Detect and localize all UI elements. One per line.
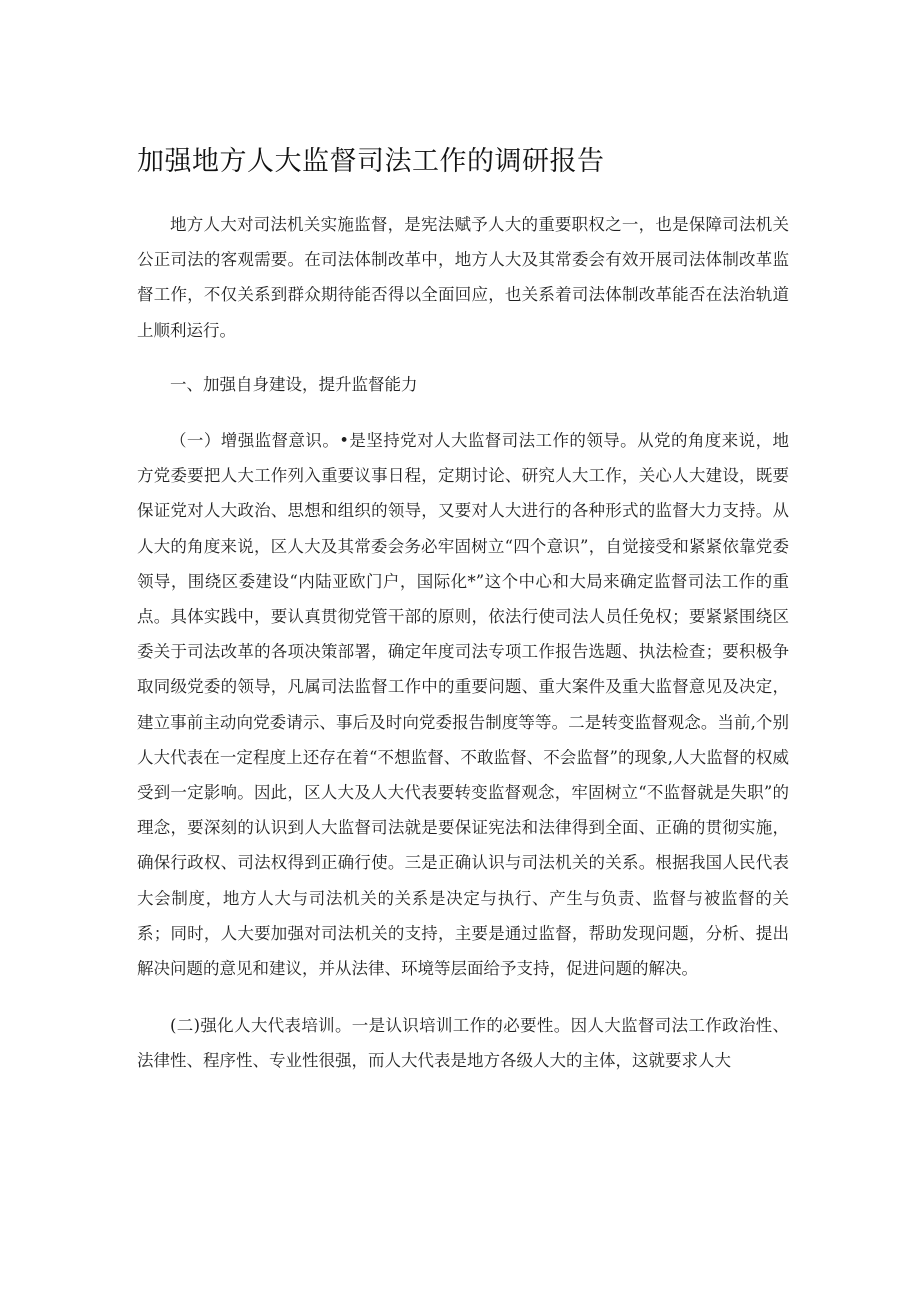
intro-paragraph: 地方人大对司法机关实施监督，是宪法赋予人大的重要职权之一，也是保障司法机关公正司法的客观需要。在司法体制改革中，地方人大及其常委会有效开展司法体制改革监督工作，不仅关系到群众期待能否得以全面回应，也关系着司法体制改革能否在法治轨道上顺利运行。 — [137, 215, 789, 340]
document-title: 加强地方人大监督司法工作的调研报告 — [137, 146, 605, 177]
section-paragraph: (二)强化人大代表培训。一是认识培训工作的必要性。因人大监督司法工作政治性、法律性、程序性、专业性很强，而人大代表是地方各级人大的主体，这就要求人大 — [137, 1016, 789, 1071]
section-heading: 一、加强自身建设，提升监督能力 — [170, 374, 418, 394]
document-body — [137, 207, 789, 1079]
paragraph-spacer — [137, 348, 789, 367]
paragraph-spacer — [137, 986, 789, 1008]
section-paragraph: （一）增强监督意识。•是坚持党对人大监督司法工作的领导。从党的角度来说，地方党委要把人大工作列入重要议事日程，定期讨论、研究人大工作，关心人大建设，既要保证党对人大政治、思想和组织的领导，又要对人大进行的各种形式的监督大力支持。从人大的角度来说，区人大及其常委会务必牢固树立“四个意识”，自觉接受和紧紧依靠党委领导，围绕区委建设“内陆亚欧门户，国际化*”这个中心和大局来确定监督司法工作的重点。具体实践中，要认真贯彻党管干部的原则，依法行使司法人员任免权；要紧紧围绕区委关于司法改革的各项决策部署，确定年度司法专项工作报告选题、执法检查；要积极争取同级党委的领导，凡属司法监督工作中的重要问题、重大案件及重大监督意见及决定，建立事前主动向党委请示、事后及时向党委报告制度等等。二是转变监督观念。当前,个别人大代表在一定程度上还存在着“不想监督、不敢监督、不会监督”的现象,人大监督的权威受到一定影响。因此，区人大及人大代表要转变监督观念，牢固树立“不监督就是失职”的理念，要深刻的认识到人大监督司法就是要保证宪法和法律得到全面、正确的贯彻实施，确保行政权、司法权得到正确行使。三是正确认识与司法机关的关系。根据我国人民代表大会制度，地方人大与司法机关的关系是决定与执行、产生与负责、监督与被监督的关系；同时，人大要加强对司法机关的支持，主要是通过监督，帮助发现问题，分析、提出解决问题的意见和建议，并从法律、环境等层面给予支持，促进问题的解决。 — [137, 431, 789, 979]
paragraph-spacer — [137, 402, 789, 423]
